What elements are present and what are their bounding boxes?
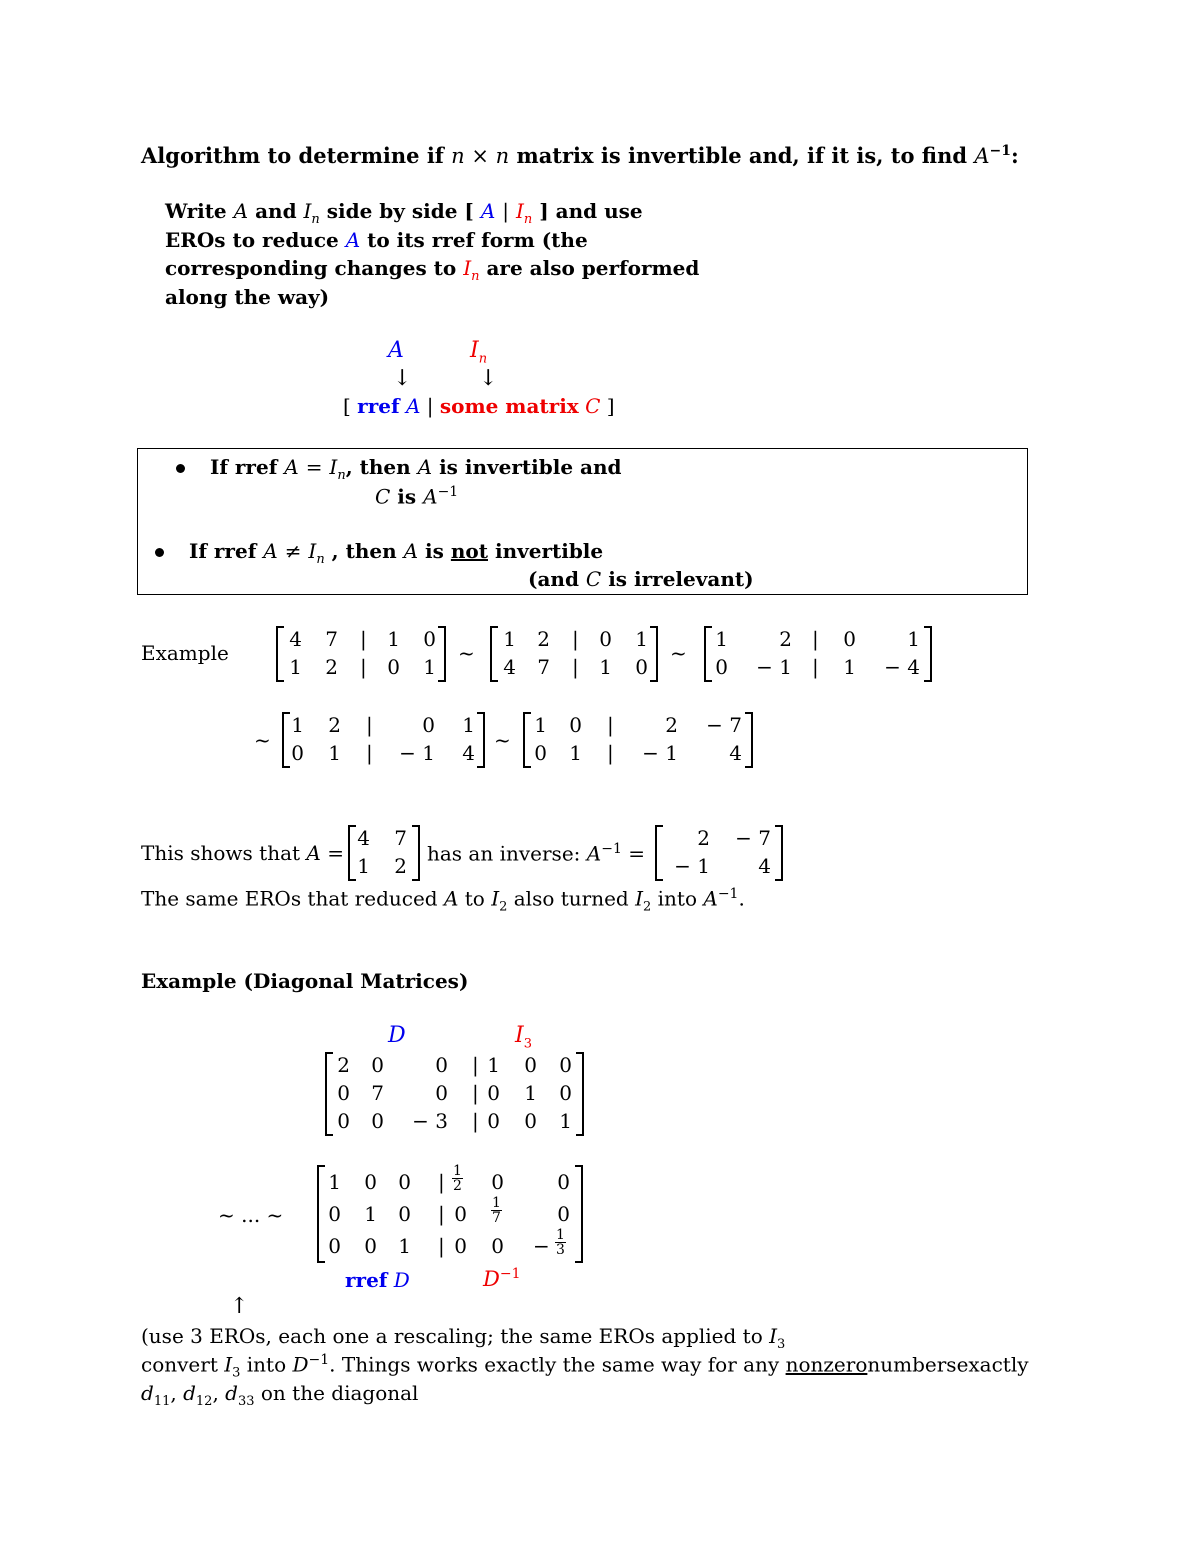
m2-r1c1: 7 <box>537 655 550 679</box>
db-r2c1: 0 <box>364 1234 377 1258</box>
dt-r1c4: 1 <box>524 1081 537 1105</box>
dt-r2c0: 0 <box>337 1109 350 1133</box>
dt-bar-2: | <box>472 1109 479 1133</box>
ex2-three: 3 <box>523 1036 532 1052</box>
box-a-2: A <box>417 455 433 479</box>
m5-r1c3: 4 <box>729 741 742 765</box>
shows-a: This shows that <box>141 841 301 865</box>
footer-diagonal: on the diagonal <box>260 1381 419 1405</box>
heading-colon: : <box>1010 143 1019 168</box>
up-arrow-icon: ↑ <box>230 1294 249 1319</box>
box-c-2: C <box>585 567 602 591</box>
m3-r0c2: 0 <box>843 627 856 651</box>
sa-r0c0: 4 <box>357 826 370 850</box>
m5-r0c0: 1 <box>534 713 547 737</box>
m3-r0c1: 2 <box>779 627 792 651</box>
m3-bar-0: | <box>812 627 819 651</box>
bracket-right <box>438 626 446 682</box>
m3-r0c0: 1 <box>715 627 728 651</box>
example2-title: Example (Diagonal Matrices) <box>141 969 469 993</box>
dt-r0c2: 0 <box>435 1053 448 1077</box>
footer-d33: d <box>225 1381 238 1405</box>
box-a-5: A <box>403 539 419 563</box>
intro-i: I <box>303 199 312 223</box>
tilde-2: ~ <box>670 641 687 665</box>
frac-seventh <box>491 1196 502 1225</box>
rref-word: rref <box>345 1268 388 1292</box>
m4-r0c3: 1 <box>462 713 475 737</box>
db-r1c1: 1 <box>364 1202 377 1226</box>
footer-line-3 <box>141 1381 418 1409</box>
example-label: Example <box>141 641 229 665</box>
footer-d12: d <box>183 1381 196 1405</box>
db-bar-1: | <box>438 1202 445 1226</box>
m1-r1c3: 1 <box>423 655 436 679</box>
box-and: (and <box>528 567 579 591</box>
intro-rref: to its rref form (the <box>367 228 588 252</box>
intro-n-red: n <box>523 212 533 227</box>
intro-and: and <box>255 199 297 223</box>
diagram-bar: | <box>426 394 434 418</box>
intro-a-blue-2: A <box>345 228 361 252</box>
dt-r2c4: 0 <box>524 1109 537 1133</box>
m5-r1c1: 1 <box>569 741 582 765</box>
heading-math-n: n × n <box>451 144 510 168</box>
m4-r1c1: 1 <box>328 741 341 765</box>
si-r1c0: − 1 <box>674 854 710 878</box>
box-invertible: is invertible and <box>439 455 622 479</box>
box-then-2: , then <box>331 539 397 563</box>
m4-bar-0: | <box>366 713 373 737</box>
shows-also: also turned <box>513 886 629 911</box>
footer-sup: −1 <box>308 1352 330 1368</box>
m1-bar-0: | <box>360 627 367 651</box>
footer-three-2: 3 <box>232 1365 241 1381</box>
diagram-result <box>343 394 615 418</box>
diagram-close: ] <box>606 394 615 418</box>
shows-math-a-3: A <box>443 886 459 911</box>
m2-r1c2: 1 <box>599 655 612 679</box>
m1-r1c1: 2 <box>325 655 338 679</box>
heading-text-a: Algorithm to determine if <box>141 143 444 168</box>
m1-r1c2: 0 <box>387 655 400 679</box>
footer-nonzero: nonzero <box>785 1352 868 1377</box>
db-r1c0: 0 <box>328 1202 341 1226</box>
m5-bar-1: | <box>607 741 614 765</box>
m1-r0c3: 0 <box>423 627 436 651</box>
dt-r0c4: 0 <box>524 1053 537 1077</box>
footer-s33: 33 <box>237 1394 255 1409</box>
bracket-right <box>745 712 753 768</box>
dt-r2c3: 0 <box>487 1109 500 1133</box>
box-is: is <box>397 484 417 509</box>
sa-r1c1: 2 <box>394 854 407 878</box>
dt-r1c2: 0 <box>435 1081 448 1105</box>
frac-seventh-den: 7 <box>492 1210 501 1226</box>
diagram-rref: rref <box>357 394 400 418</box>
db-r2c3: 0 <box>454 1234 467 1258</box>
footer-s12: 12 <box>195 1394 213 1409</box>
footer-line-2 <box>141 1352 1029 1381</box>
m2-bar-0: | <box>572 627 579 651</box>
dt-r0c0: 2 <box>337 1053 350 1077</box>
footer-use: (use 3 EROs, each one a rescaling; the same EROs applied to <box>141 1324 763 1348</box>
m4-r1c3: 4 <box>462 741 475 765</box>
diagram-i: I <box>470 338 479 363</box>
box-line-3 <box>155 539 603 567</box>
bullet-icon <box>176 464 185 473</box>
m4-bar-1: | <box>366 741 373 765</box>
db-r0c4: 0 <box>491 1170 504 1194</box>
intro-corresponding: corresponding changes to <box>165 256 457 280</box>
box-n-1: n <box>337 468 346 483</box>
box-irrelevant: is irrelevant) <box>608 567 754 591</box>
intro-reduce: EROs to reduce <box>165 228 339 252</box>
m2-r0c2: 0 <box>599 627 612 651</box>
box-line-4 <box>528 567 754 591</box>
intro-i-red: I <box>515 199 524 223</box>
d-inverse-label <box>483 1266 520 1291</box>
shows-i: I <box>491 886 500 911</box>
tilde-3: ~ <box>254 728 271 752</box>
heading-text-b: matrix is invertible and, if it is, to find <box>516 143 968 168</box>
bracket-right <box>575 1165 583 1263</box>
shows-math-a: A <box>306 841 321 865</box>
shows-eq: = <box>327 841 344 865</box>
db-r2c2: 1 <box>398 1234 411 1258</box>
box-not: not <box>450 539 488 563</box>
dt-r1c5: 0 <box>559 1081 572 1105</box>
shows-to: to <box>464 886 485 911</box>
dt-r0c5: 0 <box>559 1053 572 1077</box>
tilde-4: ~ <box>494 728 511 752</box>
footer-d: D <box>292 1352 309 1377</box>
db-bar-2: | <box>438 1234 445 1258</box>
m2-r1c0: 4 <box>503 655 516 679</box>
dt-r0c1: 0 <box>371 1053 384 1077</box>
intro-use: ] and use <box>539 199 643 223</box>
m1-r0c0: 4 <box>289 627 302 651</box>
diagram-a: A <box>388 338 404 363</box>
db-r2c4: 0 <box>491 1234 504 1258</box>
box-a-3: A <box>423 484 438 509</box>
m1-r1c0: 1 <box>289 655 302 679</box>
shows-period: . <box>738 886 745 911</box>
db-r0c5: 0 <box>557 1170 570 1194</box>
intro-line-2 <box>165 228 588 252</box>
m3-r1c3: − 4 <box>884 655 920 679</box>
m4-r0c2: 0 <box>422 713 435 737</box>
db-r2c0: 0 <box>328 1234 341 1258</box>
bracket-right <box>477 712 485 768</box>
dt-r1c1: 7 <box>371 1081 384 1105</box>
shows-math-a-4: A <box>703 886 718 911</box>
box-neq: ≠ <box>284 539 302 563</box>
dt-bar-1: | <box>472 1081 479 1105</box>
diagram-some: some matrix <box>439 394 579 418</box>
shows-two-2: 2 <box>643 899 652 915</box>
m2-r1c3: 0 <box>635 655 648 679</box>
m3-r0c3: 1 <box>907 627 920 651</box>
m4-r0c1: 2 <box>328 713 341 737</box>
dt-r2c1: 0 <box>371 1109 384 1133</box>
intro-bar: | <box>502 199 509 223</box>
m5-r1c2: − 1 <box>642 741 678 765</box>
m5-bar-0: | <box>607 713 614 737</box>
tilde-1: ~ <box>458 641 475 665</box>
bracket-right <box>576 1052 584 1136</box>
intro-side: side by side [ <box>326 199 474 223</box>
box-i-1: I <box>329 455 338 479</box>
bracket-right <box>775 825 783 881</box>
intro-a: A <box>233 199 249 223</box>
m1-r0c1: 7 <box>325 627 338 651</box>
box-if-1: If rref <box>209 455 278 479</box>
m5-r0c2: 2 <box>665 713 678 737</box>
diagram-in <box>470 338 487 366</box>
footer-comma-2: , <box>212 1381 219 1405</box>
footer-convert: convert <box>141 1352 218 1377</box>
footer-numbers: numbersexactly <box>867 1352 1029 1377</box>
frac-third-num: 1 <box>556 1227 565 1243</box>
frac-third <box>555 1228 566 1257</box>
frac-half-num: 1 <box>453 1163 462 1179</box>
bracket-right <box>924 626 932 682</box>
intro-i-red-2: I <box>463 256 472 280</box>
dt-r1c3: 0 <box>487 1081 500 1105</box>
m3-bar-1: | <box>812 655 819 679</box>
sa-r1c0: 1 <box>357 854 370 878</box>
db-r0c2: 0 <box>398 1170 411 1194</box>
box-c-1: C <box>375 484 391 509</box>
sa-r0c1: 7 <box>394 826 407 850</box>
m5-r0c1: 0 <box>569 713 582 737</box>
bracket-right <box>412 825 420 881</box>
m2-bar-1: | <box>572 655 579 679</box>
si-r1c1: 4 <box>758 854 771 878</box>
box-invertible-2: invertible <box>494 539 604 563</box>
footer-three: 3 <box>777 1337 786 1352</box>
m2-r0c3: 1 <box>635 627 648 651</box>
box-is-2: is <box>425 539 444 563</box>
intro-n-red-2: n <box>471 269 480 284</box>
m3-r1c1: − 1 <box>756 655 792 679</box>
box-line-1 <box>176 455 622 483</box>
m1-r0c2: 1 <box>387 627 400 651</box>
heading <box>141 143 1019 168</box>
frac-third-den: 3 <box>556 1242 565 1258</box>
diagram-a-2: A <box>405 394 421 418</box>
m1-bar-1: | <box>360 655 367 679</box>
db-r1c5: 0 <box>557 1202 570 1226</box>
m5-r1c0: 0 <box>534 741 547 765</box>
ex2-d: D <box>388 1023 406 1048</box>
db-minus: − <box>533 1234 550 1258</box>
dt-bar-0: | <box>472 1053 479 1077</box>
footer-comma-1: , <box>170 1381 177 1405</box>
dt-r2c5: 1 <box>559 1109 572 1133</box>
heading-sup: −1 <box>989 143 1011 159</box>
rref-d: D <box>393 1268 410 1292</box>
shows-into: into <box>657 886 697 911</box>
shows-b: has an inverse: <box>427 841 581 866</box>
frac-half-den: 2 <box>453 1178 462 1194</box>
shows-sup-2: −1 <box>717 886 739 902</box>
footer-d11: d <box>141 1381 154 1405</box>
shows-i-2: I <box>635 886 643 911</box>
db-r0c0: 1 <box>328 1170 341 1194</box>
si-r0c1: − 7 <box>735 826 771 850</box>
intro-performed: are also performed <box>486 256 700 280</box>
intro-line-4: along the way) <box>165 285 330 309</box>
box-a-1: A <box>284 455 299 479</box>
ex2-i: I <box>515 1023 524 1048</box>
m2-r0c0: 1 <box>503 627 516 651</box>
m4-r1c2: − 1 <box>399 741 435 765</box>
frac-half <box>452 1164 463 1193</box>
diagram-open: [ <box>343 394 351 418</box>
dt-r1c0: 0 <box>337 1081 350 1105</box>
diagram-arrow-left: ↓ <box>393 366 412 391</box>
box-eq: = <box>305 455 323 479</box>
m3-r1c2: 1 <box>843 655 856 679</box>
intro-line-3 <box>165 256 699 284</box>
box-sup: −1 <box>437 484 459 500</box>
box-i-2: I <box>308 539 317 563</box>
dt-r2c2: − 3 <box>412 1109 448 1133</box>
rref-d-label <box>345 1268 410 1292</box>
m2-r0c1: 2 <box>537 627 550 651</box>
box-then-1: , then <box>345 455 411 479</box>
db-bar-0: | <box>438 1170 445 1194</box>
diagram-arrow-right: ↓ <box>479 366 498 391</box>
shows-inverse-text <box>427 841 645 866</box>
m3-r1c0: 0 <box>715 655 728 679</box>
diagram-n: n <box>478 351 488 367</box>
ex2-i3 <box>515 1023 532 1051</box>
shows-sup: −1 <box>601 841 622 857</box>
bullet-icon <box>155 548 164 557</box>
box-if-2: If rref <box>188 539 257 563</box>
heading-math-a: A <box>974 144 990 168</box>
shows-eq-2: = <box>628 841 645 866</box>
intro-write: Write <box>165 199 227 223</box>
footer-s11: 11 <box>153 1394 171 1409</box>
shows-line-2 <box>141 886 745 915</box>
m4-r0c0: 1 <box>291 713 304 737</box>
footer-i-2: I <box>224 1352 233 1377</box>
shows-math-a-2: A <box>586 841 602 866</box>
frac-seventh-num: 1 <box>492 1195 501 1211</box>
intro-a-blue: A <box>480 199 496 223</box>
box-a-4: A <box>263 539 278 563</box>
m4-r1c0: 0 <box>291 741 304 765</box>
footer-i: I <box>769 1324 778 1348</box>
bracket-right <box>650 626 658 682</box>
shows-same: The same EROs that reduced <box>141 886 438 911</box>
shows-two: 2 <box>499 899 508 915</box>
dinv-d: D <box>483 1267 500 1291</box>
footer-into: into <box>246 1352 287 1377</box>
box-n-2: n <box>316 552 325 567</box>
footer-things: . Things works exactly the same way for any <box>329 1352 780 1377</box>
shows-text <box>141 841 344 865</box>
db-r0c1: 0 <box>364 1170 377 1194</box>
box-line-2 <box>375 484 458 509</box>
dt-r0c3: 1 <box>487 1053 500 1077</box>
m5-r0c3: − 7 <box>706 713 742 737</box>
dinv-sup: −1 <box>499 1266 521 1282</box>
db-r1c3: 0 <box>454 1202 467 1226</box>
tilde-dots: ~ ... ~ <box>218 1203 284 1227</box>
intro-line-1 <box>165 199 643 227</box>
intro-n: n <box>311 212 320 227</box>
footer-line-1 <box>141 1324 785 1352</box>
db-r1c2: 0 <box>398 1202 411 1226</box>
si-r0c0: 2 <box>697 826 710 850</box>
diagram-c: C <box>585 394 601 418</box>
